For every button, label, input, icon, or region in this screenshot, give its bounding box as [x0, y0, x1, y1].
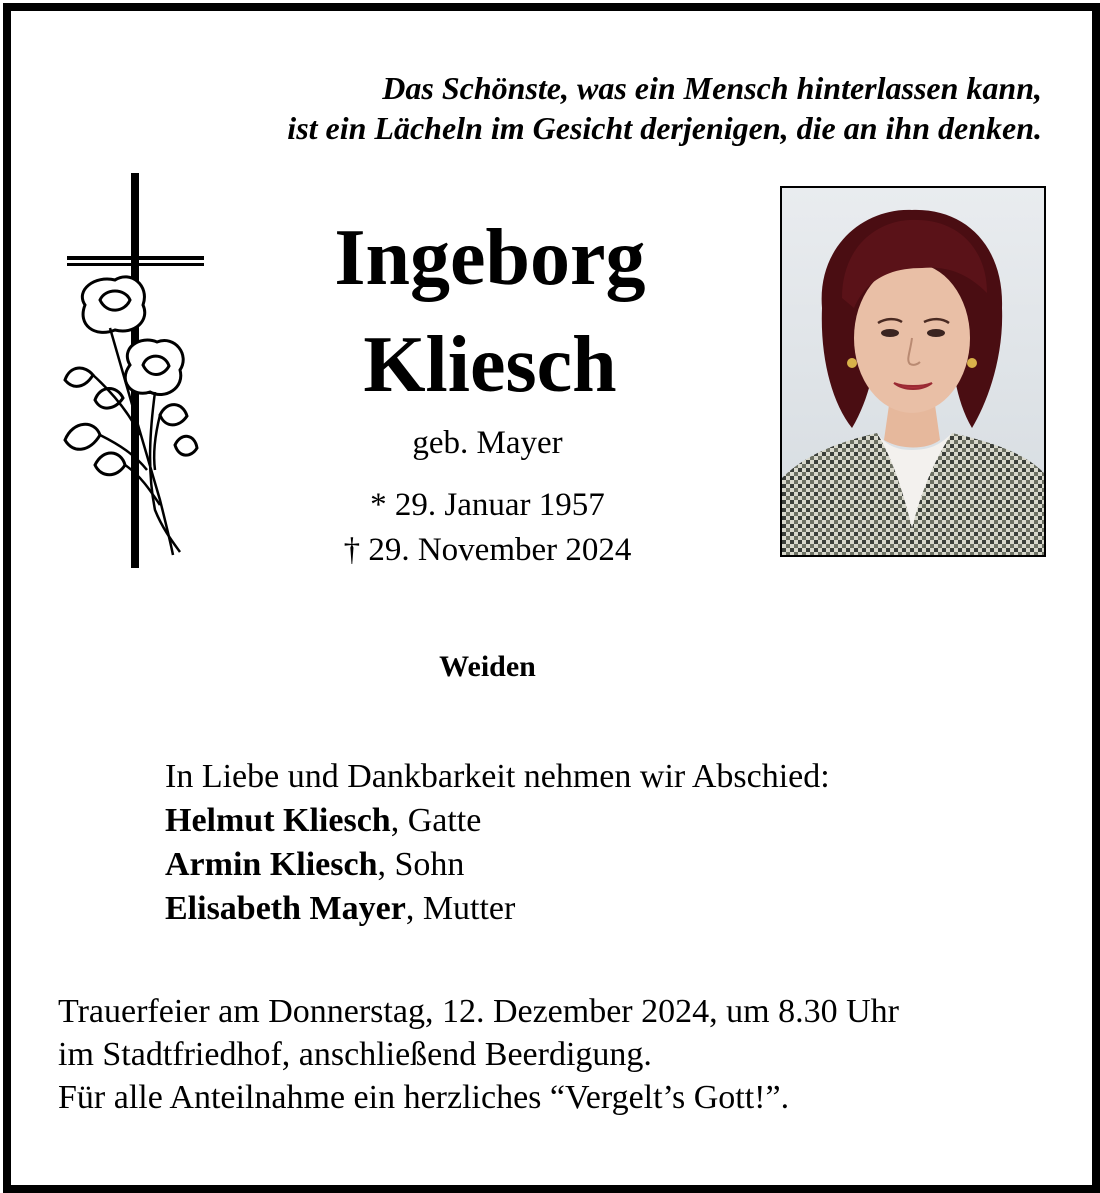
mourner-relation: , Mutter — [405, 890, 516, 927]
city: Weiden — [439, 650, 536, 683]
mourner-relation: , Gatte — [390, 802, 482, 839]
mourner-row — [165, 799, 830, 843]
deceased-last-name: Kliesch — [363, 321, 617, 409]
memorial-quote — [82, 68, 1042, 148]
mourner-name: Elisabeth Mayer — [165, 890, 406, 927]
funeral-line-1: Trauerfeier am Donnerstag, 12. Dezember 2024, um 8.30 Uhr — [58, 993, 899, 1030]
funeral-line-3: Für alle Anteilnahme ein herzliches “Vergelt’s Gott!”. — [58, 1079, 790, 1116]
mourners-intro: In Liebe und Dankbarkeit nehmen wir Abschied: — [165, 758, 830, 795]
portrait-illustration — [782, 188, 1044, 555]
mourner-relation: , Sohn — [377, 846, 465, 883]
born-name: geb. Mayer — [412, 425, 563, 461]
portrait-photo — [780, 186, 1046, 557]
mourners-section — [165, 755, 830, 931]
birth-date: * 29. Januar 1957 — [370, 487, 605, 523]
mourner-row — [165, 887, 830, 931]
quote-line-1: Das Schönste, was ein Mensch hinterlassen kann, — [382, 70, 1042, 106]
cross-with-roses-icon — [55, 170, 210, 570]
quote-line-2: ist ein Lächeln im Gesicht derjenigen, die an ihn denken. — [287, 110, 1042, 146]
mourner-name: Armin Kliesch — [165, 846, 378, 883]
death-date: † 29. November 2024 — [343, 532, 632, 568]
deceased-first-name: Ingeborg — [334, 214, 646, 302]
mourner-row — [165, 843, 830, 887]
mourner-name: Helmut Kliesch — [165, 802, 391, 839]
funeral-line-2: im Stadtfriedhof, anschließend Beerdigung. — [58, 1036, 652, 1073]
funeral-info — [58, 990, 899, 1119]
